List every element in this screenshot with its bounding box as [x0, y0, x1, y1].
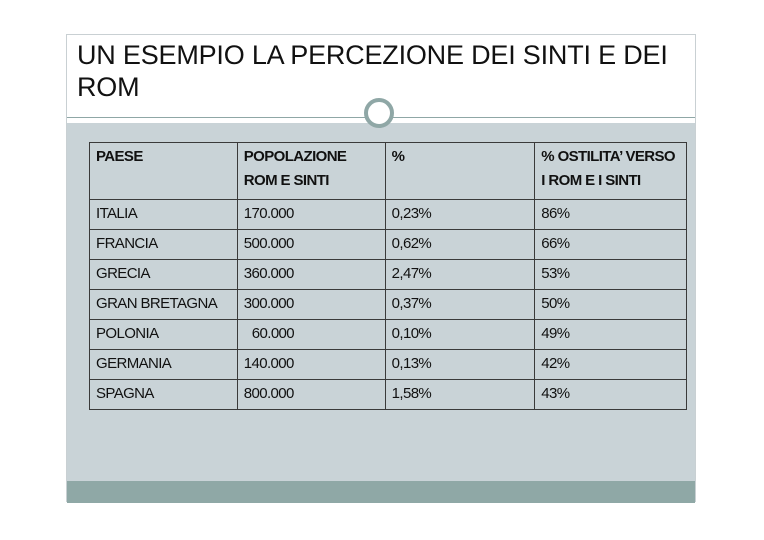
- table-header-row: [90, 143, 687, 200]
- cell-ostilita: 50%: [535, 290, 687, 320]
- header-popolazione: POPOLAZIONE ROM E SINTI: [237, 143, 385, 200]
- cell-popolazione: 500.000: [237, 230, 385, 260]
- cell-paese: GRECIA: [90, 260, 238, 290]
- cell-ostilita: 86%: [535, 200, 687, 230]
- cell-percent: 0,37%: [385, 290, 535, 320]
- table-row: [90, 230, 687, 260]
- cell-ostilita: 49%: [535, 320, 687, 350]
- cell-popolazione: 60.000: [237, 320, 385, 350]
- table-row: [90, 380, 687, 410]
- footer-band: [67, 481, 695, 503]
- table-row: [90, 290, 687, 320]
- header-percent: %: [385, 143, 535, 200]
- cell-paese: GERMANIA: [90, 350, 238, 380]
- cell-percent: 0,10%: [385, 320, 535, 350]
- slide: [66, 34, 696, 502]
- data-table: [89, 142, 687, 410]
- cell-percent: 1,58%: [385, 380, 535, 410]
- slide-title: UN ESEMPIO LA PERCEZIONE DEI SINTI E DEI ROM: [77, 40, 668, 102]
- header-ostilita: % OSTILITA’ VERSO I ROM E I SINTI: [535, 143, 687, 200]
- cell-percent: 0,23%: [385, 200, 535, 230]
- cell-ostilita: 53%: [535, 260, 687, 290]
- table-row: [90, 320, 687, 350]
- cell-popolazione: 170.000: [237, 200, 385, 230]
- cell-percent: 0,62%: [385, 230, 535, 260]
- circle-ornament-icon: [364, 98, 394, 128]
- cell-ostilita: 43%: [535, 380, 687, 410]
- cell-percent: 2,47%: [385, 260, 535, 290]
- cell-paese: FRANCIA: [90, 230, 238, 260]
- cell-paese: ITALIA: [90, 200, 238, 230]
- cell-popolazione: 800.000: [237, 380, 385, 410]
- header-paese: PAESE: [90, 143, 238, 200]
- cell-popolazione: 360.000: [237, 260, 385, 290]
- table-row: [90, 260, 687, 290]
- cell-paese: POLONIA: [90, 320, 238, 350]
- cell-popolazione: 300.000: [237, 290, 385, 320]
- cell-percent: 0,13%: [385, 350, 535, 380]
- cell-paese: SPAGNA: [90, 380, 238, 410]
- table-row: [90, 200, 687, 230]
- cell-ostilita: 66%: [535, 230, 687, 260]
- cell-paese: GRAN BRETAGNA: [90, 290, 238, 320]
- cell-popolazione: 140.000: [237, 350, 385, 380]
- cell-ostilita: 42%: [535, 350, 687, 380]
- table-row: [90, 350, 687, 380]
